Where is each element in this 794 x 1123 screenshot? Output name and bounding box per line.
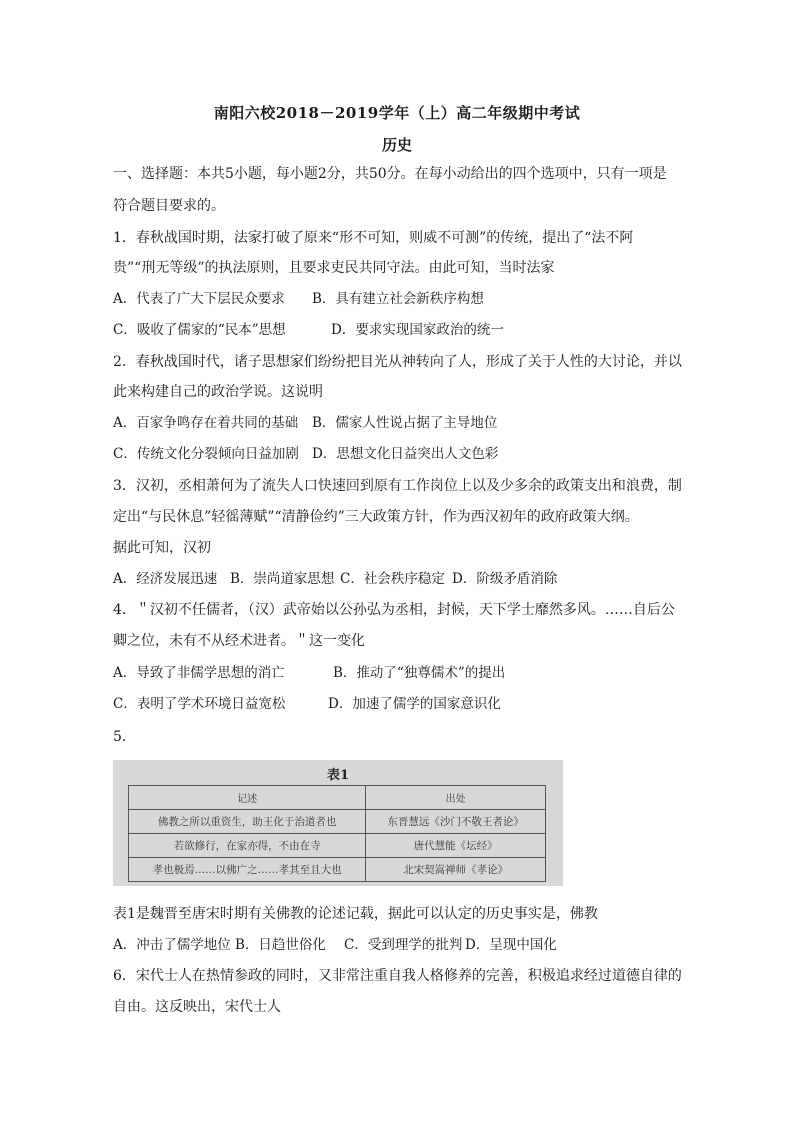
q1-stem-line-2: 贵”“刑无等级”的执法原则，且要求吏民共同守法。由此可知，当时法家 [113,260,555,276]
table-header-source: 出处 [366,786,546,810]
section-intro-line-1: 一、选择题：本共5小题，每小题2分，共50分。在每小动给出的四个选项中，只有一项是 [113,166,667,182]
table-1-figure [113,760,563,886]
table-1 [128,785,546,882]
q1-options-row-2 [113,320,504,340]
subject-title: 历史 [381,136,412,154]
q4-option-a: A．导致了非儒学思想的消亡 [113,665,285,681]
q1-option-b: B．具有建立社会新秩序构想 [312,291,484,307]
table-cell-record: 若欲修行，在家亦得，不由在寺 [129,834,366,858]
q3-option-d: D．阶级矛盾消除 [452,571,558,587]
q5-option-b: B．日趋世俗化 [235,937,326,953]
q5-stem: 表1是魏晋至唐宋时期有关佛教的论述记载，据此可以认定的历史事实是，佛教 [113,906,598,922]
q3-stem-line-3: 据此可知，汉初 [113,540,211,556]
q3-option-c: C．社会秩序稳定 [340,571,445,587]
q4-stem-line-2: 卿之位，未有不从经术进者。＂这一变化 [113,633,365,649]
q1-options-row-1 [113,289,484,309]
q5-option-a: A．冲击了儒学地位 [113,937,231,953]
q6-stem-line-2: 自由。这反映出，宋代士人 [113,999,281,1015]
table-header-row [129,786,546,810]
q2-option-c: C．传统文化分裂倾向日益加剧 [113,446,299,462]
q2-option-d: D．思想文化日益突出人文色彩 [312,446,499,462]
q2-stem-line-1: 2．春秋战国时代，诸子思想家们纷纷把目光从神转向了人，形成了关于人性的大讨论，并以 [113,354,682,370]
table-cell-record: 孝也极焉……以佛广之……孝其至且大也 [129,858,366,882]
table-cell-source: 北宋契嵩禅师《孝论》 [366,858,546,882]
q2-stem-line-2: 此来构建自己的政治学说。这说明 [113,384,323,400]
table-header-record: 记述 [129,786,366,810]
table-row [129,858,546,882]
q1-option-c: C．吸收了儒家的“民本”思想 [113,322,286,338]
q2-options-row-2 [113,444,498,464]
exam-title: 南阳六校2018－2019学年（上）高二年级期中考试 [213,104,581,122]
q5-number: 5． [113,729,136,745]
q3-stem-line-1: 3．汉初，丞相萧何为了流失人口快速回到原有工作岗位上以及少多余的政策支出和浪费，制 [113,478,682,494]
q4-option-b: B．推动了“独尊儒术”的提出 [333,665,506,681]
table-row [129,834,546,858]
q5-option-d: D．呈现中国化 [465,937,557,953]
q6-stem-line-1: 6．宋代士人在热情参政的同时，又非常注重自我人格修养的完善，积极追求经过道德自律的 [113,968,682,984]
q1-stem-line-1: 1．春秋战国时期，法家打破了原来“形不可知，则威不可测”的传统，提出了“法不阿 [113,230,634,246]
q3-option-a: A．经济发展迅速 [113,571,218,587]
table-row [129,810,546,834]
q3-options-row [113,569,557,589]
q3-stem-line-2: 定出“与民休息”轻徭薄赋”“清静俭约”三大政策方针，作为西汉初年的政府政策大纲。 [113,509,639,525]
table-1-title: 表1 [326,768,350,783]
q3-option-b: B．崇尚道家思想 [230,571,335,587]
q2-options-row-1 [113,413,497,433]
table-cell-record: 佛教之所以重资生，助王化于治道者也 [129,810,366,834]
q4-option-d: D．加速了儒学的国家意识化 [328,696,501,712]
q4-options-row-2 [113,694,501,714]
q1-option-d: D．要求实现国家政治的统一 [331,322,504,338]
q4-options-row-1 [113,663,505,683]
section-intro-line-2: 符合题目要求的。 [113,198,225,214]
table-cell-source: 东晋慧远《沙门不敬王者论》 [366,810,546,834]
q4-option-c: C．表明了学术环境日益宽松 [113,696,286,712]
q5-options-row [113,935,557,955]
table-cell-source: 唐代慧能《坛经》 [366,834,546,858]
q2-option-b: B．儒家人性说占据了主导地位 [312,415,498,431]
q5-option-c: C．受到理学的批判 [344,937,463,953]
q4-stem-line-1: 4．＂汉初不任儒者，（汉）武帝始以公孙弘为丞相，封候，天下学士靡然多风。……自后公 [113,602,675,618]
q2-option-a: A．百家争鸣存在着共同的基础 [113,415,299,431]
q1-option-a: A．代表了广大下层民众要求 [113,291,285,307]
